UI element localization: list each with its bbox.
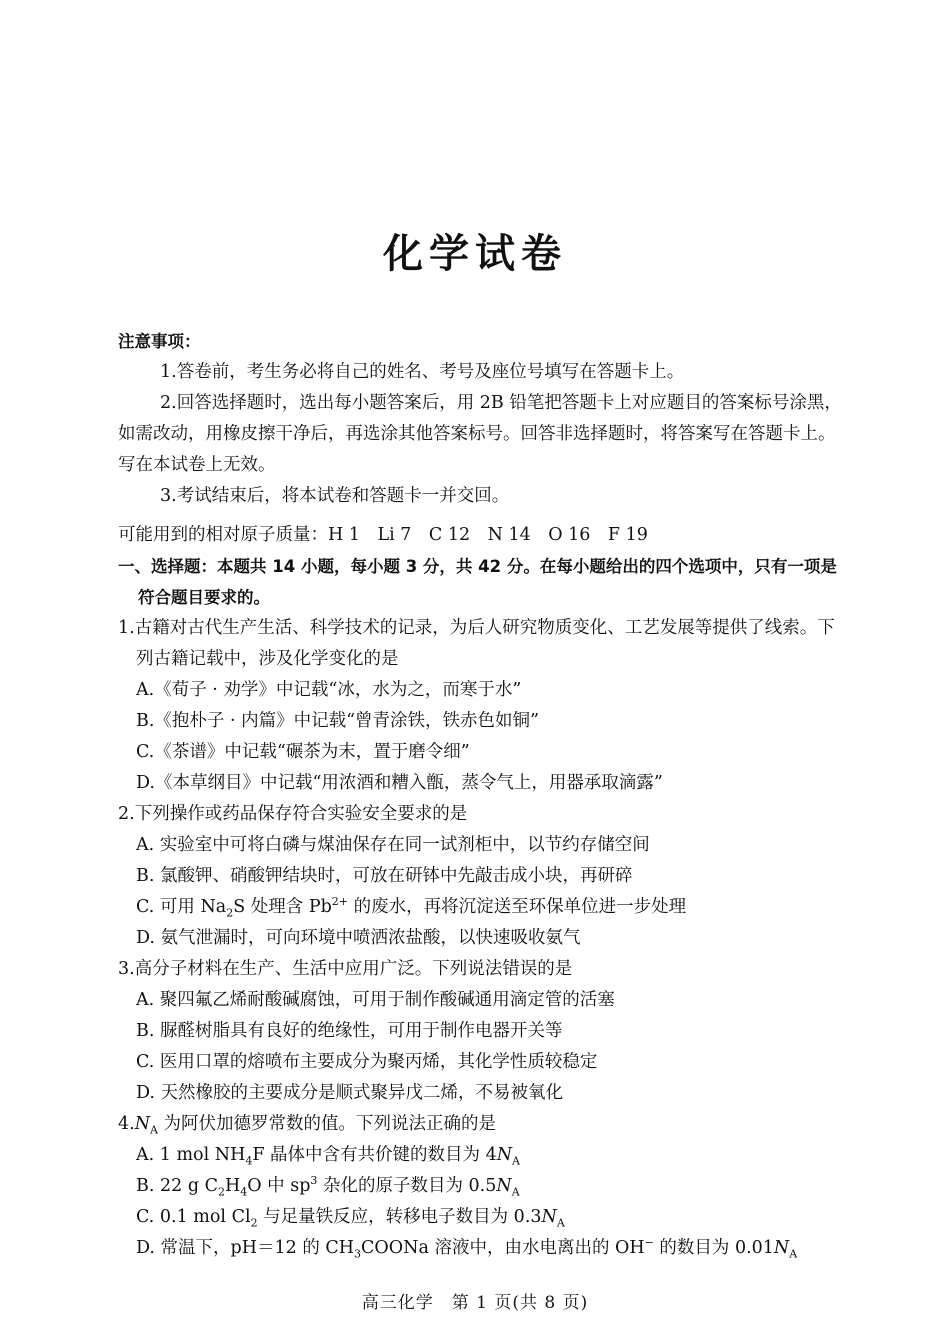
page-footer: 高三化学 第 1 页(共 8 页) <box>361 1293 589 1313</box>
q1-stem-line-1: 1.古籍对古代生产生活、科学技术的记录，为后人研究物质变化、工艺发展等提供了线索。下 <box>118 618 835 638</box>
page-title: 化学试卷 <box>383 231 567 277</box>
q3-option-c: C. 医用口罩的熔喷布主要成分为聚丙烯，其化学性质较稳定 <box>136 1052 598 1072</box>
notice-heading: 注意事项： <box>118 332 201 351</box>
section-1-heading-cont: 符合题目要求的。 <box>138 588 270 607</box>
q1-option-b: B.《抱朴子 · 内篇》中记载“曾青涂铁，铁赤色如铜” <box>136 711 540 731</box>
q1-option-a: A.《荀子 · 劝学》中记载“冰，水为之，而寒于水” <box>136 680 522 700</box>
q3-option-d: D. 天然橡胶的主要成分是顺式聚异戊二烯，不易被氧化 <box>136 1083 564 1103</box>
q4-stem: $4.N_A$ 为阿伏加德罗常数的值。下列说法正确的是 <box>118 1114 497 1137</box>
q2-option-d: D. 氨气泄漏时，可向环境中喷洒浓盐酸，以快速吸收氨气 <box>136 928 581 948</box>
q4-option-c: C. 0.1 mol $Cl_2$ 与足量铁反应，转移电子数目为 $0.3N_A$ <box>136 1207 565 1230</box>
q3-stem: 3.高分子材料在生产、生活中应用广泛。下列说法错误的是 <box>118 959 573 979</box>
notice-item-1: 1.答卷前，考生务必将自己的姓名、考号及座位号填写在答题卡上。 <box>160 362 685 382</box>
q1-option-d: D.《本草纲目》中记载“用浓酒和糟入甑，蒸令气上，用器承取滴露” <box>136 773 663 793</box>
q2-option-c: C. 可用 $Na_2S$ 处理含 $Pb^{2+}$ 的废水，再将沉淀送至环保单位进一步处理 <box>136 895 687 920</box>
notice-item-2-line-1: 2.回答选择题时，选出每小题答案后，用 2B 铅笔把答题卡上对应题目的答案标号涂黑， <box>160 393 842 413</box>
notice-item-2-line-3: 写在本试卷上无效。 <box>118 455 276 475</box>
q3-option-b: B. 脲醛树脂具有良好的绝缘性，可用于制作电器开关等 <box>136 1021 563 1041</box>
q4-option-b: B. 22 g $C_2H_4O$ 中 $sp^3$ 杂化的原子数目为 $0.5N_A$ <box>136 1174 520 1199</box>
q4-option-a: A. 1 mol $NH_4F$ 晶体中含有共价键的数目为 $4N_A$ <box>136 1145 520 1168</box>
q4-option-d: D. 常温下，pH＝12 的 $CH_3COONa$ 溶液中，由水电离出的 OH− 的数目为 $0.01N_A$ <box>136 1236 798 1261</box>
q2-option-b: B. 氯酸钾、硝酸钾结块时，可放在研钵中先敲击成小块，再研碎 <box>136 866 633 886</box>
atomic-masses: 可能用到的相对原子质量：H 1 Li 7 C 12 N 14 O 16 F 19 <box>118 525 648 545</box>
q2-option-a: A. 实验室中可将白磷与煤油保存在同一试剂柜中，以节约存储空间 <box>136 835 650 855</box>
exam-content <box>118 326 908 1264</box>
q3-option-a: A. 聚四氟乙烯耐酸碱腐蚀，可用于制作酸碱通用滴定管的活塞 <box>136 990 615 1010</box>
q2-stem: 2.下列操作或药品保存符合实验安全要求的是 <box>118 804 468 824</box>
section-1-heading: 一、选择题：本题共 14 小题，每小题 3 分，共 42 分。在每小题给出的四个选项中，只有一项是 <box>118 557 837 576</box>
notice-item-3: 3.考试结束后，将本试卷和答题卡一并交回。 <box>160 486 510 506</box>
q1-stem-line-2: 列古籍记载中，涉及化学变化的是 <box>136 649 399 669</box>
notice-item-2-line-2: 如需改动，用橡皮擦干净后，再选涂其他答案标号。回答非选择题时，将答案写在答题卡上。 <box>118 424 836 444</box>
q1-option-c: C.《茶谱》中记载“碾茶为末，置于磨令细” <box>136 742 470 762</box>
